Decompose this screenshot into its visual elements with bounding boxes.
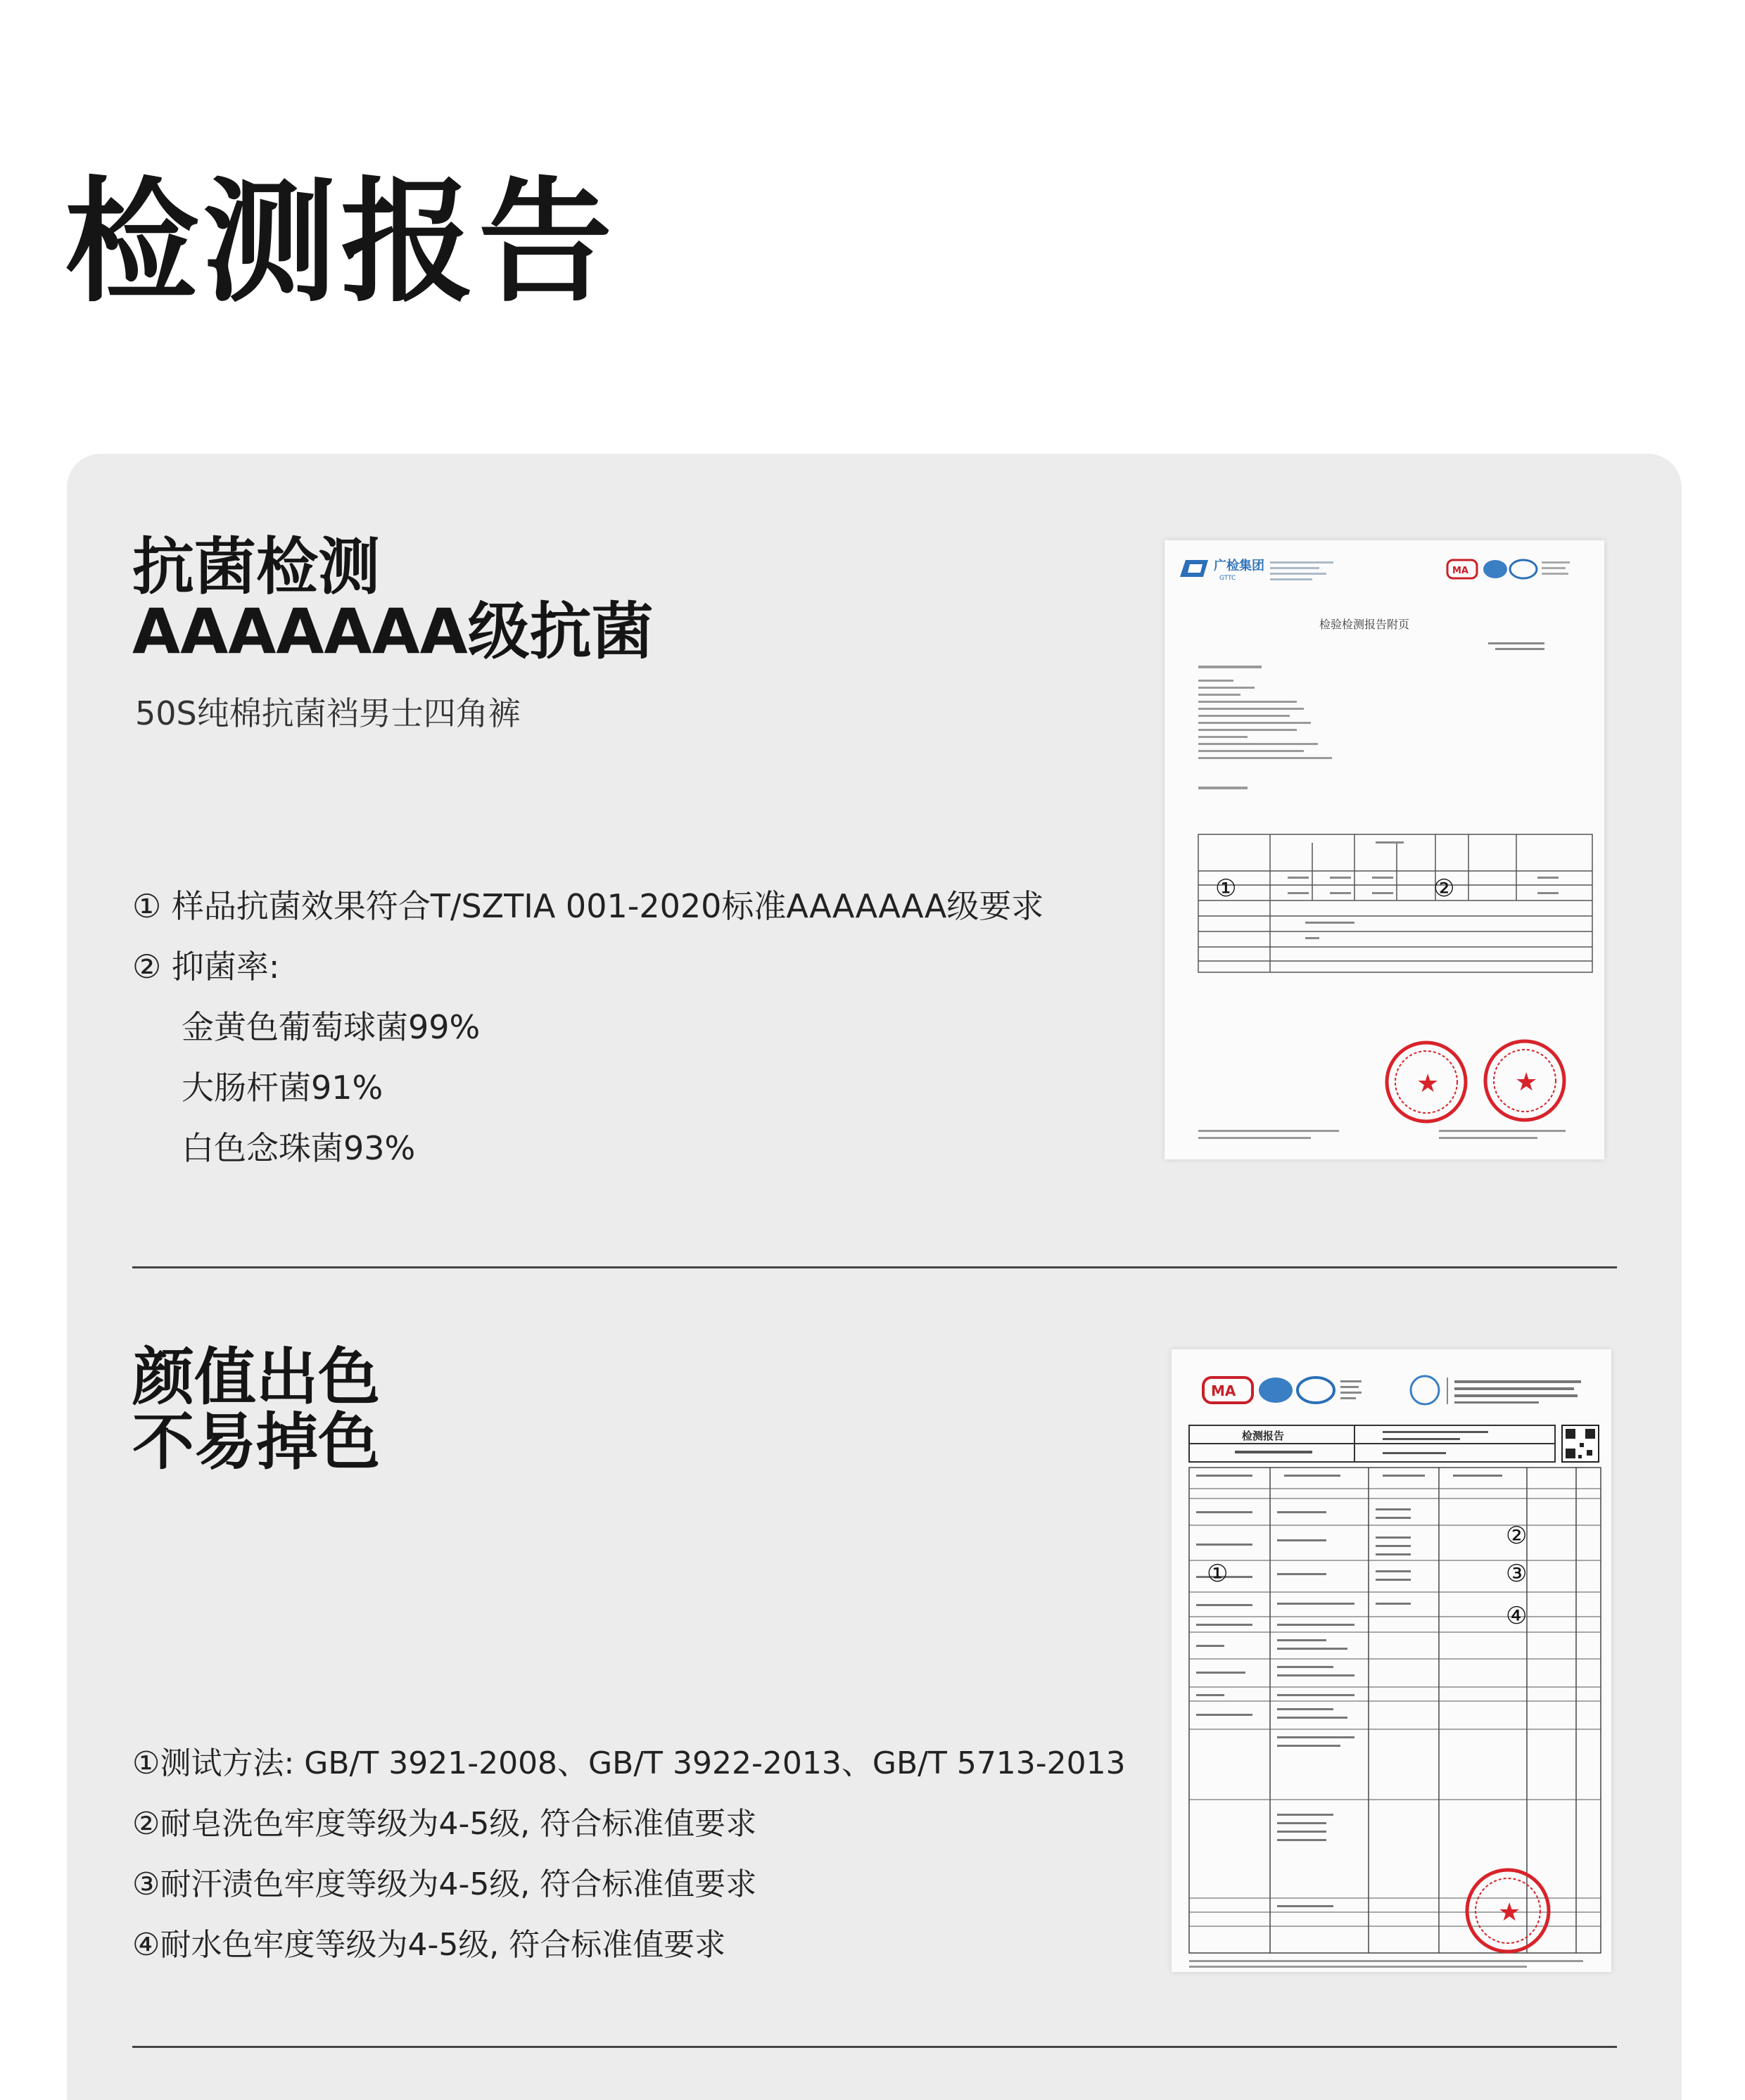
svg-text:MA: MA [1211,1382,1236,1399]
svg-text:MA: MA [1452,566,1468,576]
antibacterial-report-image [1165,540,1604,1159]
svg-text:★: ★ [1498,1898,1521,1927]
qr-code-icon [1562,1425,1599,1462]
section2-point-3: ③耐汗渍色牢度等级为4-5级, 符合标准值要求 [132,1866,757,1902]
section2-point-2: ②耐皂洗色牢度等级为4-5级, 符合标准值要求 [132,1806,757,1842]
section2-point-1: ①测试方法: GB/T 3921-2008、GB/T 3922-2013、GB/T 5713-2013 [132,1745,1126,1781]
red-stamp-icon [1387,1043,1466,1121]
cma-logo-icon [1203,1377,1252,1403]
report2-doc-title: 检测报告 [1242,1430,1285,1442]
section1-point-3: 金黄色葡萄球菌99% [182,1008,481,1046]
report1-lab-abbr: GTTC [1219,575,1236,582]
testing-org-logo-icon [1411,1376,1439,1404]
section-divider [132,2046,1617,2048]
report1-marker-2: ② [1433,874,1455,903]
report2-marker-4: ④ [1506,1602,1528,1630]
section2-title-line1: 颜值出色 [132,1341,381,1413]
section1-point-5: 白色念珠菌93% [182,1129,416,1167]
cnas-logo-icon [1297,1377,1334,1403]
section1-point-2: ② 抑菌率: [132,948,280,986]
gttc-logo-icon [1180,560,1208,577]
cma-logo-icon [1447,560,1477,578]
section-divider [132,1266,1617,1268]
report2-marker-1: ① [1207,1560,1229,1588]
page-title: 检测报告 [65,165,617,320]
ilac-logo-icon [1483,560,1507,578]
section2-point-4: ④耐水色牢度等级为4-5级, 符合标准值要求 [132,1927,726,1963]
section1-subtitle: 50S纯棉抗菌裆男士四角裤 [135,694,521,732]
report1-lab-name: 广检集团 [1214,559,1264,573]
section1-point-1: ① 样品抗菌效果符合T/SZTIA 001-2020标准AAAAAAA级要求 [132,887,1044,925]
svg-text:★: ★ [1515,1068,1538,1097]
report1-marker-1: ① [1215,874,1237,903]
section1-point-4: 大肠杆菌91% [182,1069,383,1107]
section1-title-line1: 抗菌检测 [132,530,381,603]
report2-marker-2: ② [1506,1522,1528,1550]
report1-doc-title: 检验检测报告附页 [1319,618,1410,631]
red-stamp-icon [1485,1041,1564,1120]
colorfastness-report-image [1172,1349,1611,1972]
section2-title-line2: 不易掉色 [132,1406,381,1478]
cnas-logo-icon [1510,560,1537,578]
report2-marker-3: ③ [1506,1560,1528,1588]
svg-text:★: ★ [1416,1069,1440,1098]
ilac-logo-icon [1259,1377,1293,1403]
red-stamp-icon [1467,1870,1549,1952]
section1-title-line2: AAAAAAA级抗菌 [132,595,654,668]
